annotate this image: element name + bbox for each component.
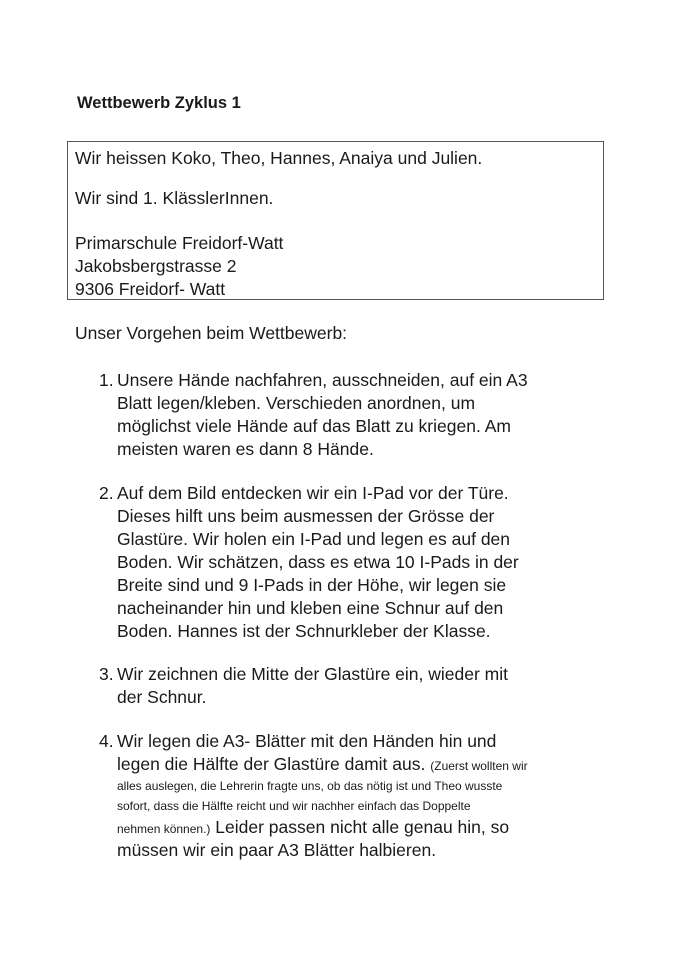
step-line: müssen wir ein paar A3 Blätter halbieren. xyxy=(117,840,437,860)
step-line: Breite sind und 9 I-Pads in der Höhe, wir legen sie xyxy=(117,575,507,595)
address-line: Primarschule Freidorf-Watt xyxy=(75,233,284,253)
step-line: Auf dem Bild entdecken wir ein I-Pad vor der Türe. xyxy=(117,483,509,503)
step-note: nehmen können.) xyxy=(117,822,211,836)
step-note-line: sofort, dass die Hälfte reicht und wir nachher einfach das Doppelte xyxy=(117,799,471,813)
step-line: Unsere Hände nachfahren, ausschneiden, auf ein A3 xyxy=(117,370,528,390)
step-number: 1. xyxy=(99,370,114,390)
document-title: Wettbewerb Zyklus 1 xyxy=(77,94,241,112)
step-line: Boden. Hannes ist der Schnurkleber der Klasse. xyxy=(117,621,491,641)
step-line: Boden. Wir schätzen, dass es etwa 10 I-Pads in der xyxy=(117,552,519,572)
address-line: 9306 Freidorf- Watt xyxy=(75,279,226,299)
step-line xyxy=(117,754,528,776)
step-line: Glastüre. Wir holen ein I-Pad und legen es auf den xyxy=(117,529,511,549)
step-line: möglichst viele Hände auf das Blatt zu kriegen. Am xyxy=(117,416,511,436)
class-line: Wir sind 1. KlässlerInnen. xyxy=(75,188,274,208)
names-line: Wir heissen Koko, Theo, Hannes, Anaiya und Julien. xyxy=(75,148,483,168)
step-line xyxy=(117,817,509,839)
step-number: 2. xyxy=(99,483,114,503)
step-note-line: alles auslegen, die Lehrerin fragte uns, ob das nötig ist und Theo wusste xyxy=(117,779,503,793)
step-line: Wir zeichnen die Mitte der Glastüre ein, wieder mit xyxy=(117,664,508,684)
step-line: nacheinander hin und kleben eine Schnur auf den xyxy=(117,598,504,618)
step-number: 4. xyxy=(99,731,114,751)
step-text: legen die Hälfte der Glastüre damit aus. xyxy=(117,754,426,774)
procedure-heading: Unser Vorgehen beim Wettbewerb: xyxy=(75,323,348,343)
step-line: Blatt legen/kleben. Verschieden anordnen, um xyxy=(117,393,476,413)
step-line: Wir legen die A3- Blätter mit den Händen hin und xyxy=(117,731,497,751)
step-note: (Zuerst wollten wir xyxy=(430,759,528,773)
step-line: der Schnur. xyxy=(117,687,207,707)
step-line: meisten waren es dann 8 Hände. xyxy=(117,439,374,459)
step-text: Leider passen nicht alle genau hin, so xyxy=(215,817,510,837)
address-line: Jakobsbergstrasse 2 xyxy=(75,256,237,276)
step-number: 3. xyxy=(99,664,114,684)
step-line: Dieses hilft uns beim ausmessen der Grösse der xyxy=(117,506,495,526)
